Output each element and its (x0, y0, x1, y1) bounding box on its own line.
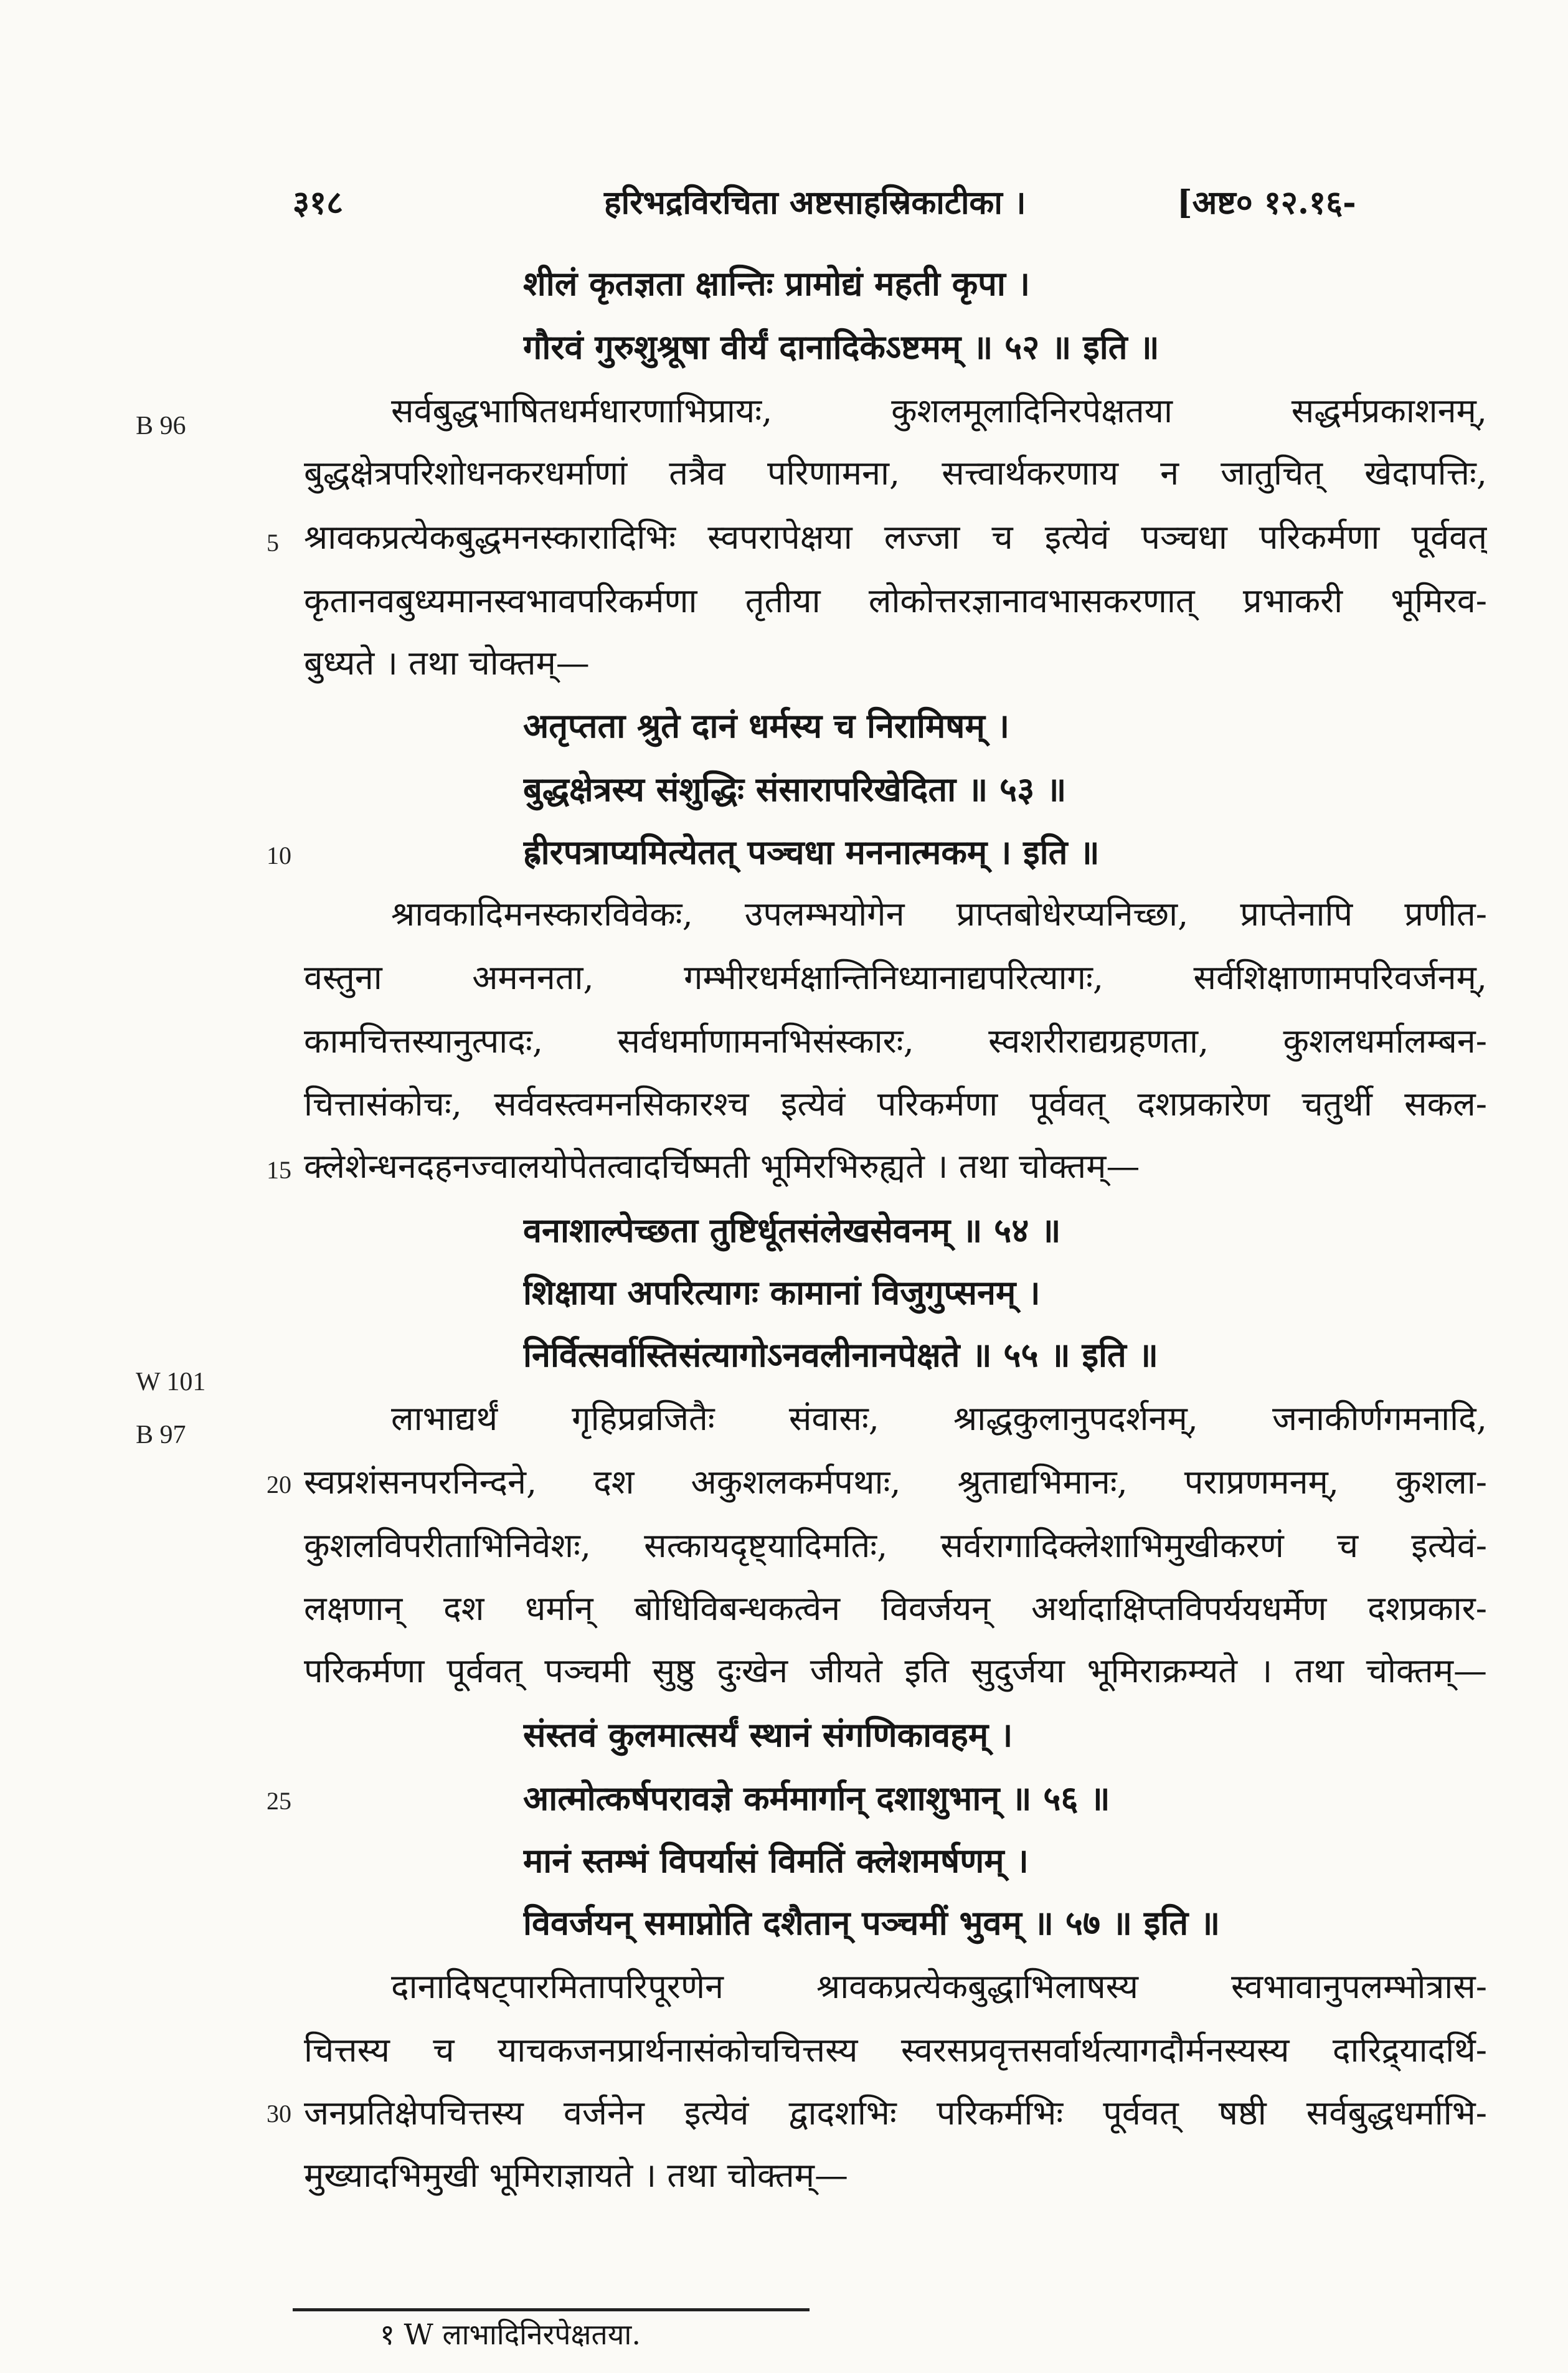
prose-line: मुख्यादभिमुखी भूमिराज्ञायते । तथा चोक्तम्— (304, 2156, 848, 2195)
prose-line: दानादिषट्पारमितापरिपूरणेन श्रावकप्रत्येकबुद्धाभिलाषस्य स्वभावानुपलम्भोत्रास- (391, 1967, 1487, 2006)
verse-line: आत्मोत्कर्षपरावज्ञे कर्ममार्गान् दशाशुभान् ॥ ५६ ॥ (523, 1778, 1110, 1818)
prose-line: चित्तस्य च याचकजनप्रार्थनासंकोचचित्तस्य स्वरसप्रवृत्तसर्वार्थत्यागदौर्मनस्यस्य दारिद्र्यादर्थि- (304, 2030, 1487, 2070)
prose-line: क्लेशेन्धनदहनज्वालयोपेतत्वादर्चिष्मती भूमिरभिरुह्यते । तथा चोक्तम्— (304, 1147, 1140, 1186)
verse-line: ह्रीरपत्राप्यमित्येतत् पञ्चधा मननात्मकम् । इति ॥ (523, 832, 1100, 872)
line-number-15: 15 (267, 1156, 291, 1184)
verse-line: निर्वित्सर्वास्तिसंत्यागोऽनवलीनानपेक्षते ॥ ५५ ॥ इति ॥ (523, 1335, 1158, 1375)
prose-line: बुद्धक्षेत्रपरिशोधनकरधर्माणां तत्रैव परिणामना, सत्त्वार्थकरणाय न जातुचित् खेदापत्तिः, (304, 453, 1487, 493)
prose-line: कृतानवबुध्यमानस्वभावपरिकर्मणा तृतीया लोकोत्तरज्ञानावभासकरणात् प्रभाकरी भूमिरव- (304, 581, 1487, 620)
prose-line: सर्वबुद्धभाषितधर्मधारणाभिप्रायः, कुशलमूलादिनिरपेक्षतया सद्धर्मप्रकाशनम्, (391, 391, 1487, 430)
verse-line: संस्तवं कुलमात्सर्यं स्थानं संगणिकावहम् । (523, 1715, 1013, 1755)
verse-line: बुद्धक्षेत्रस्य संशुद्धिः संसारापरिखेदिता ॥ ५३ ॥ (523, 769, 1067, 809)
footnote-rule (293, 2308, 810, 2311)
line-number-10: 10 (267, 841, 291, 869)
prose-line: श्रावकादिमनस्कारविवेकः, उपलम्भयोगेन प्राप्तबोधेरप्यनिच्छा, प्राप्तेनापि प्रणीत- (391, 894, 1487, 934)
verse-line: शीलं कृतज्ञता क्षान्तिः प्रामोद्यं महती कृपा । (523, 263, 1031, 303)
verse-line: अतृप्तता श्रुते दानं धर्मस्य च निरामिषम् । (523, 706, 1010, 746)
margin-ref-b96: B 96 (136, 412, 186, 440)
prose-line: स्वप्रशंसनपरनिन्दने, दश अकुशलकर्मपथाः, श्रुताद्यभिमानः, पराप्रणमनम्, कुशला- (304, 1462, 1487, 1502)
prose-line: लाभाद्यर्थं गृहिप्रव्रजितैः संवासः, श्राद्धकुलानुपदर्शनम्, जनाकीर्णगमनादि, (391, 1399, 1487, 1438)
book-title: हरिभद्रविरचिता अष्टसाहस्रिकाटीका । (604, 184, 1026, 222)
line-number-5: 5 (267, 529, 279, 557)
prose-line: कुशलविपरीताभिनिवेशः, सत्कायदृष्ट्यादिमतिः, सर्वरागादिक्लेशाभिमुखीकरणं च इत्येवं- (304, 1526, 1487, 1565)
prose-line: चित्तासंकोचः, सर्ववस्त्वमनसिकारश्च इत्येवं परिकर्मणा पूर्ववत् दशप्रकारेण चतुर्थी सकल- (304, 1084, 1487, 1124)
verse-line: वनाशाल्पेच्छता तुष्टिर्धूतसंलेखसेवनम् ॥ ५४ ॥ (523, 1210, 1061, 1250)
page-number: ३१८ (293, 184, 344, 222)
line-number-25: 25 (267, 1787, 291, 1815)
running-header (293, 167, 1463, 235)
prose-line: परिकर्मणा पूर्ववत् पञ्चमी सुष्ठु दुःखेन जीयते इति सुदुर्जया भूमिराक्रम्यते । तथा चोक्तम्— (304, 1651, 1487, 1690)
prose-line: श्रावकप्रत्येकबुद्धमनस्कारादिभिः स्वपरापेक्षया लज्जा च इत्येवं पञ्चधा परिकर्मणा पूर्ववत् (304, 518, 1487, 557)
prose-line: कामचित्तस्यानुत्पादः, सर्वधर्माणामनभिसंस्कारः, स्वशरीराद्यग्रहणता, कुशलधर्मालम्बन- (304, 1021, 1487, 1061)
footnote: १ W लाभादिनिरपेक्षतया. (380, 2318, 641, 2351)
line-number-20: 20 (267, 1471, 291, 1499)
verse-line: विवर्जयन् समाप्नोति दशैतान् पञ्चमीं भुवम् ॥ ५७ ॥ इति ॥ (523, 1903, 1221, 1943)
prose-line: लक्षणान् दश धर्मान् बोधिविबन्धकत्वेन विवर्जयन् अर्थादाक्षिप्तविपर्ययधर्मेण दशप्रकार- (304, 1589, 1487, 1628)
verse-line: शिक्षाया अपरित्यागः कामानां विजुगुप्सनम् । (523, 1272, 1041, 1312)
prose-line: वस्तुना अमननता, गम्भीरधर्मक्षान्तिनिध्यानाद्यपरित्यागः, सर्वशिक्षाणामपरिवर्जनम्, (304, 958, 1487, 997)
verse-line: मानं स्तम्भं विपर्यासं विमतिं क्लेशमर्षणम् । (523, 1840, 1029, 1880)
line-number-30: 30 (267, 2100, 291, 2128)
prose-line: बुध्यते । तथा चोक्तम्— (304, 643, 590, 683)
margin-ref-w101: W 101 (136, 1368, 206, 1396)
margin-ref-b97: B 97 (136, 1421, 186, 1449)
prose-line: जनप्रतिक्षेपचित्तस्य वर्जनेन इत्येवं द्वादशभिः परिकर्मभिः पूर्ववत् षष्ठी सर्वबुद्धधर्माभि- (304, 2093, 1487, 2133)
section-reference: [अष्ट० १२.१६- (1177, 184, 1356, 222)
verse-line: गौरवं गुरुशुश्रूषा वीर्यं दानादिकेऽष्टमम् ॥ ५२ ॥ इति ॥ (523, 327, 1159, 367)
